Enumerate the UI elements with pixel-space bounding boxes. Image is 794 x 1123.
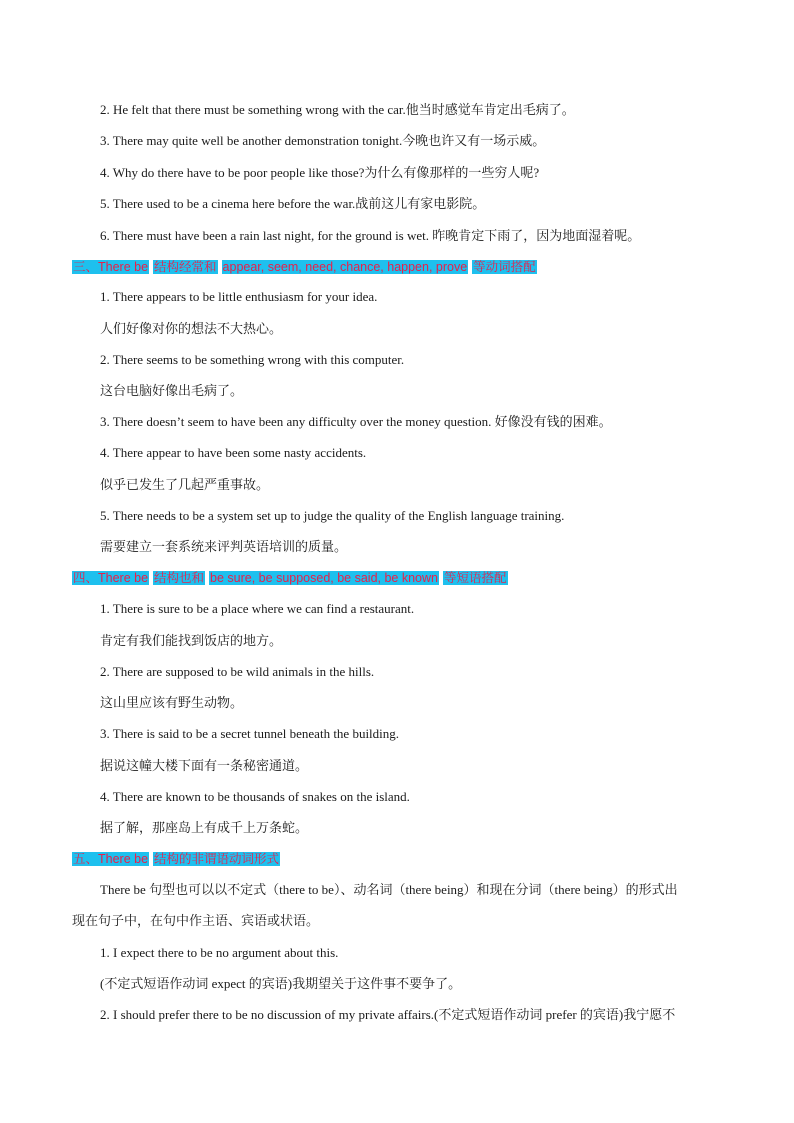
translation-line: (不定式短语作动词 expect 的宾语)我期望关于这件事不要争了。 — [100, 976, 462, 991]
example-line: 4. There are known to be thousands of snakes on the island. — [100, 789, 410, 804]
section-5-heading — [72, 850, 280, 868]
heading-part: 结构的非谓语动词形式 — [154, 852, 280, 866]
translation-line: 需要建立一套系统来评判英语培训的质量。 — [100, 539, 348, 554]
translation-line: 似乎已发生了几起严重事故。 — [100, 477, 270, 492]
translation-line: 据说这幢大楼下面有一条秘密通道。 — [100, 758, 309, 773]
example-line: 2. There seems to be something wrong with this computer. — [100, 352, 405, 367]
example-line: 1. I expect there to be no argument about this. — [100, 945, 339, 960]
translation-line: 这台电脑好像出毛病了。 — [100, 383, 244, 398]
section-3-heading — [72, 258, 537, 276]
example-line: 1. There is sure to be a place where we can find a restaurant. — [100, 601, 415, 616]
example-line: 2. He felt that there must be something wrong with the car.他当时感觉车肯定出毛病了。 — [100, 102, 575, 117]
heading-part: 三、There be — [73, 260, 149, 274]
paragraph-line: 现在句子中，在句中作主语、宾语或状语。 — [72, 913, 320, 928]
example-line: 1. There appears to be little enthusiasm for your idea. — [100, 289, 378, 304]
example-line: 4. Why do there have to be poor people like those?为什么有像那样的一些穷人呢? — [100, 165, 540, 180]
translation-line: 肯定有我们能找到饭店的地方。 — [100, 633, 283, 648]
paragraph-line: There be 句型也可以以不定式（there to be）、动名词（there being）和现在分词（there being）的形式出 — [100, 882, 678, 897]
example-line: 5. There used to be a cinema here before the war.战前这儿有家电影院。 — [100, 196, 486, 211]
heading-part: 结构也和 — [154, 571, 205, 585]
heading-part: 等动词搭配 — [473, 260, 536, 274]
heading-part: be sure, be supposed, be said, be known — [210, 571, 438, 585]
translation-line: 这山里应该有野生动物。 — [100, 695, 244, 710]
example-line: 3. There is said to be a secret tunnel beneath the building. — [100, 726, 400, 741]
heading-part: 等短语搭配 — [443, 571, 507, 585]
heading-part: 结构经常和 — [154, 260, 217, 274]
example-line: 5. There needs to be a system set up to judge the quality of the English language training. — [100, 508, 565, 523]
example-line: 3. There doesn’t seem to have been any difficulty over the money question. 好像没有钱的困难。 — [100, 414, 612, 429]
example-line: 3. There may quite well be another demonstration tonight.今晚也许又有一场示威。 — [100, 133, 546, 148]
heading-part: 五、There be — [73, 852, 149, 866]
heading-part: 四、There be — [73, 571, 149, 585]
section-4-heading — [72, 569, 508, 587]
translation-line: 人们好像对你的想法不大热心。 — [100, 321, 283, 336]
translation-line: 据了解，那座岛上有成千上万条蛇。 — [100, 820, 309, 835]
example-line: 6. There must have been a rain last night, for the ground is wet. 昨晚肯定下雨了，因为地面湿着呢。 — [100, 228, 641, 243]
example-line: 4. There appear to have been some nasty accidents. — [100, 445, 367, 460]
example-line: 2. There are supposed to be wild animals in the hills. — [100, 664, 375, 679]
heading-part: appear, seem, need, chance, happen, prove — [222, 260, 468, 274]
example-line: 2. I should prefer there to be no discussion of my private affairs.(不定式短语作动词 prefer 的宾语)我宁愿不 — [100, 1007, 676, 1022]
